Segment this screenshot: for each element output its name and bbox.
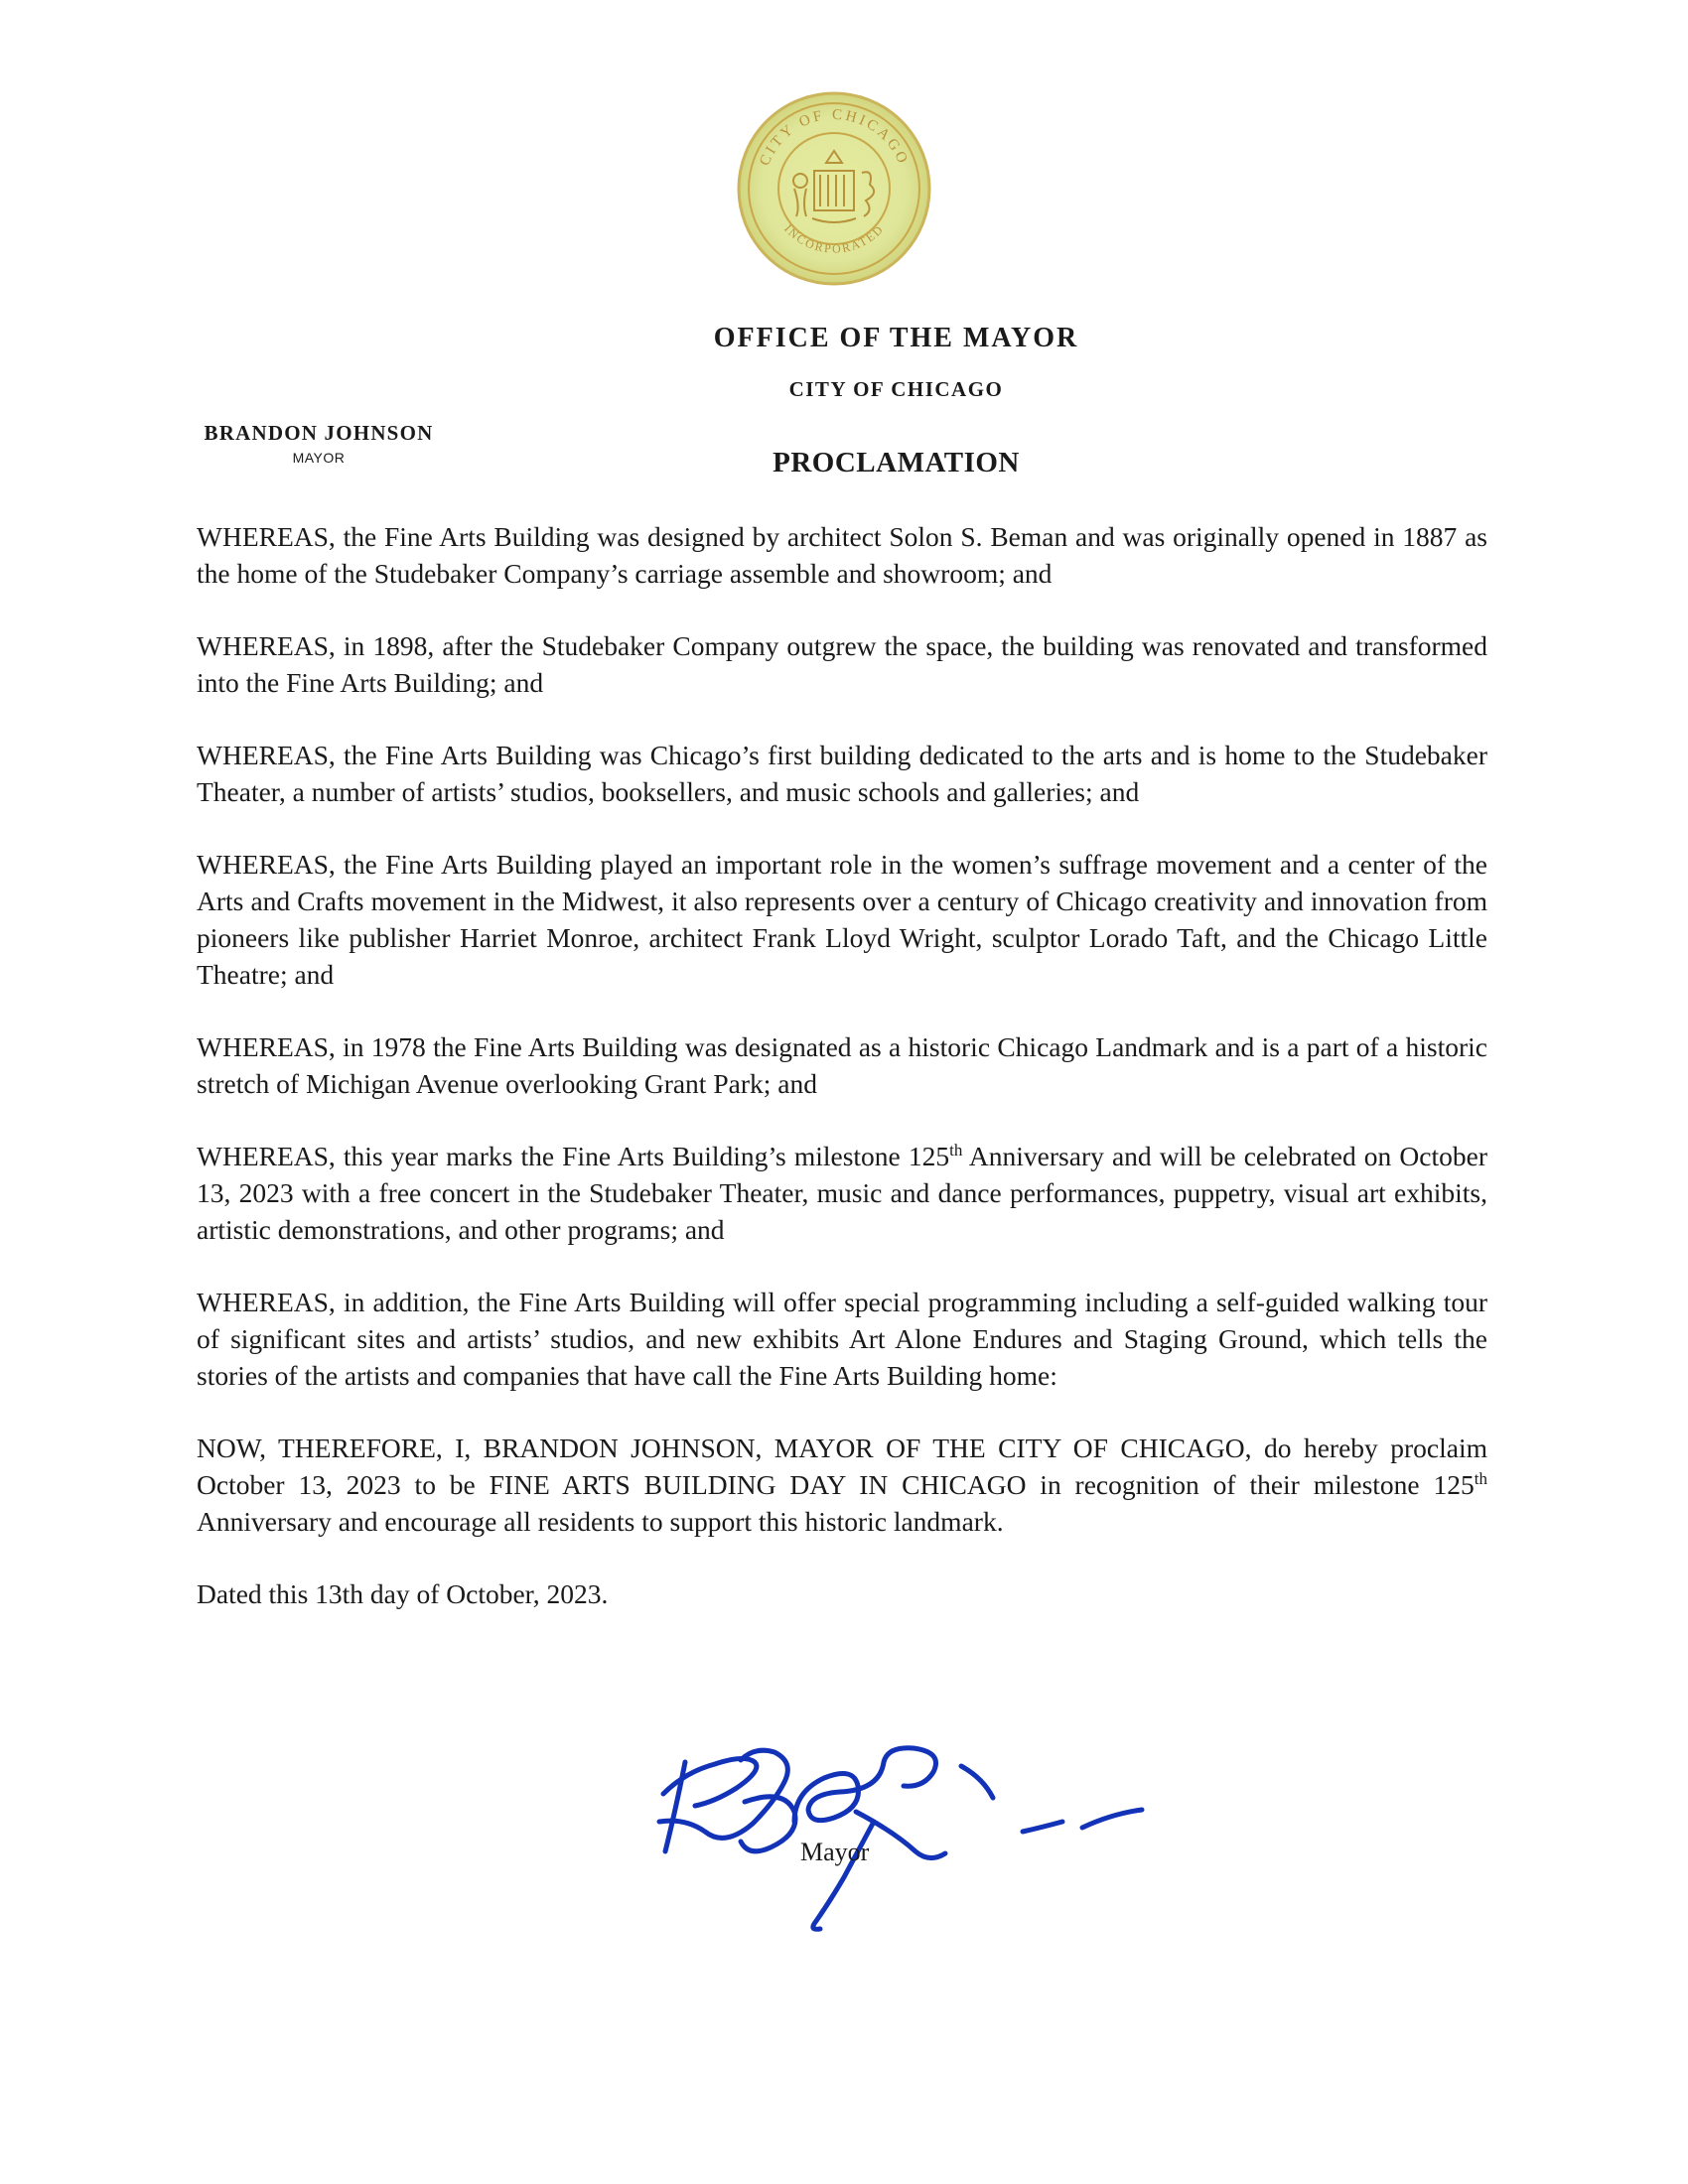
city-seal-icon xyxy=(735,89,933,288)
whereas-paragraph: WHEREAS, the Fine Arts Building was Chicago’s first building dedicated to the arts and is home to the Studebaker Theater, a number of artists’ studios, booksellers, and music schools and galleries; and xyxy=(197,740,1487,807)
dated-line: Dated this 13th day of October, 2023. xyxy=(197,1578,609,1609)
city-title: CITY OF CHICAGO xyxy=(788,377,1004,401)
svg-text:CITY OF CHICAGO: CITY OF CHICAGO xyxy=(757,106,912,169)
proclamation-paragraph: NOW, THEREFORE, I, BRANDON JOHNSON, MAYOR OF THE CITY OF CHICAGO, do hereby proclaim October 13, 2023 to be FINE ARTS BUILDING DAY IN CHICAGO in recognition of their milestone 125th Anniversary and encourage all residents to support this historic landmark. xyxy=(197,1433,1487,1537)
whereas-paragraph: WHEREAS, in 1978 the Fine Arts Building was designated as a historic Chicago Landmark and is a part of a historic stretch of Michigan Avenue overlooking Grant Park; and xyxy=(197,1031,1487,1099)
signature-label: Mayor xyxy=(800,1838,870,1866)
svg-text:INCORPORATED: INCORPORATED xyxy=(781,221,887,256)
whereas-paragraph: WHEREAS, in 1898, after the Studebaker Company outgrew the space, the building was renovated and transformed into the Fine Arts Building; and xyxy=(197,630,1487,698)
whereas-paragraph: WHEREAS, the Fine Arts Building played an important role in the women’s suffrage movement and a center of the Arts and Crafts movement in the Midwest, it also represents over a century of Chicago creativity and innovation from pioneers like publisher Harriet Monroe, architect Frank Lloyd Wright, sculptor Lorado Taft, and the Chicago Little Theatre; and xyxy=(197,849,1487,990)
whereas-paragraph: WHEREAS, in addition, the Fine Arts Building will offer special programming including a self-guided walking tour of significant sites and artists’ studios, and new exhibits Art Alone Endures and Staging Ground, which tells the stories of the artists and companies that have call the Fine Arts Building home: xyxy=(197,1287,1487,1391)
whereas-paragraph: WHEREAS, the Fine Arts Building was designed by architect Solon S. Beman and was originally opened in 1887 as the home of the Studebaker Company’s carriage assemble and showroom; and xyxy=(197,521,1487,589)
proclamation-body xyxy=(197,518,1487,1648)
proclamation-heading: PROCLAMATION xyxy=(773,447,1020,478)
mayor-role: MAYOR xyxy=(292,450,346,466)
whereas-paragraph: WHEREAS, this year marks the Fine Arts Building’s milestone 125th Anniversary and will be celebrated on October 13, 2023 with a free concert in the Studebaker Theater, music and dance performances, puppetry, visual art exhibits, artistic demonstrations, and other programs; and xyxy=(197,1141,1487,1245)
office-title: OFFICE OF THE MAYOR xyxy=(713,323,1079,353)
signature-icon xyxy=(645,1703,1182,1941)
mayor-name: BRANDON JOHNSON xyxy=(204,421,434,445)
